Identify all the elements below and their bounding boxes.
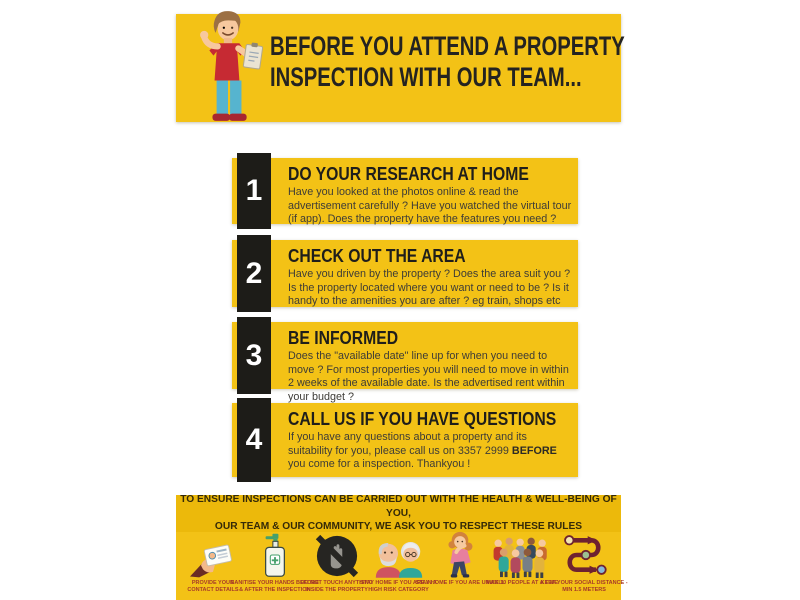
rule-high-risk (360, 532, 437, 600)
step-3-number: 3 (237, 317, 271, 394)
step-4-number: 4 (237, 398, 271, 482)
rule-contact-caption-line1: PROVIDE YOUR (191, 580, 234, 586)
rule-sanitise-caption-line1: SANITISE YOUR HANDS BEFORE (230, 580, 319, 586)
step-2-heading: CHECK OUT THE AREA (288, 245, 466, 266)
step-4 (232, 403, 578, 477)
rules-icon-row (176, 532, 628, 600)
social-distance-icon (561, 532, 607, 578)
rule-max-people-caption-line1: MAX 10 PEOPLE AT A TIME (486, 580, 559, 586)
step-4-body-before: If you have any questions about a property and its suitability for you, please call us on 3357 2999 (288, 431, 527, 457)
rule-sanitise-caption-line2: & AFTER THE INSPECTION (239, 586, 311, 593)
poster-title-line1: BEFORE YOU ATTEND A PROPERTY (270, 31, 625, 61)
rule-sanitise-hands (230, 532, 319, 600)
no-touch-icon (315, 534, 359, 578)
sanitiser-bottle-icon (259, 532, 291, 578)
rule-contact-caption-line2: CONTACT DETAILS (187, 586, 239, 593)
id-card-icon (190, 540, 236, 578)
step-3 (232, 322, 578, 404)
step-4-body-bold: BEFORE (511, 444, 557, 457)
poster-title-line2: INSPECTION WITH OUR TEAM... (270, 62, 582, 92)
rule-distance-caption-line1: KEEP YOUR SOCIAL DISTANCE - (540, 580, 628, 586)
rule-no-touch (300, 532, 373, 600)
rule-high-risk-caption-line2: HIGH RISK CATEGORY (368, 586, 429, 593)
step-4-body-after: you come for a inspection. Thankyou ! (288, 458, 471, 471)
rules-banner-line1: TO ENSURE INSPECTIONS CAN BE CARRIED OUT WITH THE HEALTH & WELL-BEING OF YOU, (180, 494, 617, 519)
rules-banner (176, 495, 621, 532)
step-1-heading: DO YOUR RESEARCH AT HOME (288, 163, 529, 184)
step-1-body: Have you looked at the photos online & read the advertisement carefully ? Have you watched the virtual tour (if app). Does the property have the features you need ? (288, 186, 572, 226)
step-4-body (288, 431, 574, 472)
step-2 (232, 240, 578, 307)
step-3-body: Does the "available date" line up for when you need to move ? For most properties you will need to move in within 2 weeks of the available date. Is the advertised rent within your budget ? (288, 350, 569, 404)
elderly-couple-icon (371, 533, 427, 578)
rule-high-risk-caption-line1: STAY HOME IF YOU ARE IN A (360, 580, 437, 586)
poster-title (270, 31, 625, 93)
step-1-number: 1 (237, 153, 271, 229)
rule-no-touch-caption-line2: INSIDE THE PROPERTY (305, 586, 368, 593)
step-1 (232, 158, 578, 224)
rule-social-distance (540, 532, 628, 600)
rules-banner-line2: OUR TEAM & OUR COMMUNITY, WE ASK YOU TO RESPECT THESE RULES (214, 521, 583, 533)
people-group-icon (489, 534, 555, 578)
unwell-person-icon (441, 530, 479, 578)
step-2-body: Have you driven by the property ? Does the area suit you ? Is the property located where you want or need to be ? Is it handy to the amenities you are after ? eg train, shops etc (288, 268, 571, 308)
rule-unwell (415, 532, 506, 600)
step-3-heading: BE INFORMED (288, 327, 399, 348)
step-2-number: 2 (237, 235, 271, 312)
step-4-heading: CALL US IF YOU HAVE QUESTIONS (288, 408, 557, 429)
inspector-man-illustration (190, 6, 266, 124)
rule-no-touch-caption-line1: DO NOT TOUCH ANYTHING (300, 580, 373, 586)
rules-panel (176, 494, 628, 600)
rule-unwell-caption-line1: STAY HOME IF YOU ARE UNWELL (415, 580, 506, 586)
rule-distance-caption-line2: MIN 1.5 METERS (562, 586, 606, 593)
